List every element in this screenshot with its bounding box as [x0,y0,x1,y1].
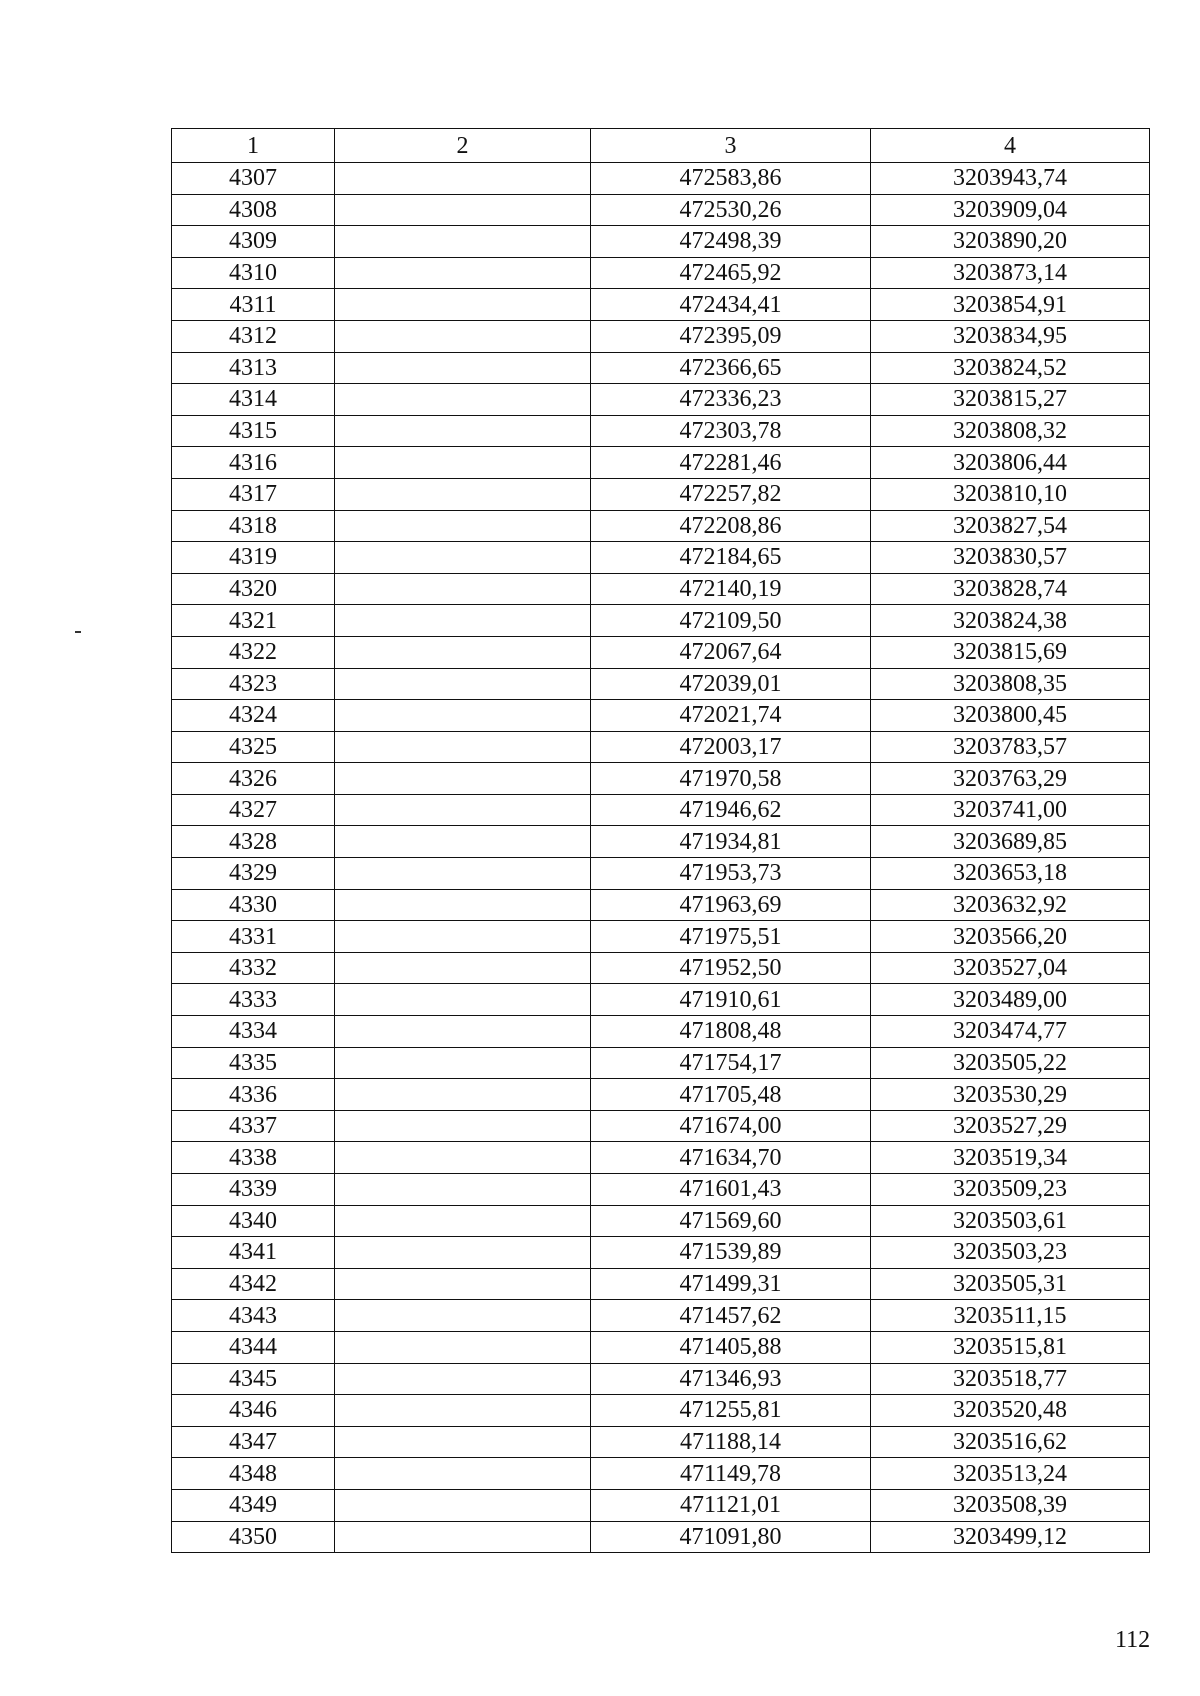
table-header [172,129,1150,163]
table-row [172,289,1150,321]
table-row [172,700,1150,732]
table-row [172,952,1150,984]
y-coordinate-cell: 3203511,15 [871,1300,1150,1332]
table-row [172,320,1150,352]
description-cell [335,510,591,542]
x-coordinate-cell: 471091,80 [591,1521,871,1553]
point-number-cell: 4325 [172,731,335,763]
x-coordinate-cell: 471149,78 [591,1458,871,1490]
y-coordinate-cell: 3203815,27 [871,384,1150,416]
y-coordinate-cell: 3203632,92 [871,889,1150,921]
table-row [172,1268,1150,1300]
description-cell [335,1489,591,1521]
description-cell [335,1079,591,1111]
description-cell [335,1237,591,1269]
x-coordinate-cell: 471705,48 [591,1079,871,1111]
y-coordinate-cell: 3203509,23 [871,1174,1150,1206]
point-number-cell: 4345 [172,1363,335,1395]
x-coordinate-cell: 471569,60 [591,1205,871,1237]
y-coordinate-cell: 3203653,18 [871,858,1150,890]
x-coordinate-cell: 471946,62 [591,794,871,826]
description-cell [335,1142,591,1174]
x-coordinate-cell: 471970,58 [591,763,871,795]
y-coordinate-cell: 3203527,04 [871,952,1150,984]
x-coordinate-cell: 471808,48 [591,1016,871,1048]
point-number-cell: 4337 [172,1110,335,1142]
table-row [172,984,1150,1016]
point-number-cell: 4314 [172,384,335,416]
description-cell [335,1300,591,1332]
y-coordinate-cell: 3203503,23 [871,1237,1150,1269]
x-coordinate-cell: 472366,65 [591,352,871,384]
table-row [172,257,1150,289]
point-number-cell: 4347 [172,1426,335,1458]
y-coordinate-cell: 3203800,45 [871,700,1150,732]
table-row [172,163,1150,195]
table-row [172,1395,1150,1427]
point-number-cell: 4328 [172,826,335,858]
table-row [172,668,1150,700]
x-coordinate-cell: 472303,78 [591,415,871,447]
y-coordinate-cell: 3203854,91 [871,289,1150,321]
x-coordinate-cell: 471963,69 [591,889,871,921]
description-cell [335,163,591,195]
table-row [172,1363,1150,1395]
description-cell [335,794,591,826]
x-coordinate-cell: 471601,43 [591,1174,871,1206]
x-coordinate-cell: 472003,17 [591,731,871,763]
y-coordinate-cell: 3203810,10 [871,478,1150,510]
point-number-cell: 4339 [172,1174,335,1206]
description-cell [335,447,591,479]
description-cell [335,984,591,1016]
table-row [172,1300,1150,1332]
point-number-cell: 4340 [172,1205,335,1237]
point-number-cell: 4327 [172,794,335,826]
y-coordinate-cell: 3203783,57 [871,731,1150,763]
y-coordinate-cell: 3203763,29 [871,763,1150,795]
description-cell [335,605,591,637]
x-coordinate-cell: 471754,17 [591,1047,871,1079]
description-cell [335,763,591,795]
description-cell [335,700,591,732]
point-number-cell: 4335 [172,1047,335,1079]
y-coordinate-cell: 3203741,00 [871,794,1150,826]
x-coordinate-cell: 472395,09 [591,320,871,352]
y-coordinate-cell: 3203815,69 [871,636,1150,668]
description-cell [335,858,591,890]
point-number-cell: 4315 [172,415,335,447]
y-coordinate-cell: 3203824,52 [871,352,1150,384]
x-coordinate-cell: 472498,39 [591,226,871,258]
table-row [172,415,1150,447]
x-coordinate-cell: 471934,81 [591,826,871,858]
table-body [172,163,1150,1553]
x-coordinate-cell: 471539,89 [591,1237,871,1269]
y-coordinate-cell: 3203508,39 [871,1489,1150,1521]
page-number: 112 [1115,1627,1151,1653]
x-coordinate-cell: 472434,41 [591,289,871,321]
point-number-cell: 4307 [172,163,335,195]
y-coordinate-cell: 3203513,24 [871,1458,1150,1490]
table-row [172,921,1150,953]
point-number-cell: 4343 [172,1300,335,1332]
description-cell [335,415,591,447]
table-row [172,1237,1150,1269]
y-coordinate-cell: 3203830,57 [871,542,1150,574]
table-row [172,1142,1150,1174]
description-cell [335,636,591,668]
point-number-cell: 4346 [172,1395,335,1427]
x-coordinate-cell: 471499,31 [591,1268,871,1300]
x-coordinate-cell: 472281,46 [591,447,871,479]
x-coordinate-cell: 471346,93 [591,1363,871,1395]
point-number-cell: 4329 [172,858,335,890]
scan-mark [75,631,81,633]
y-coordinate-cell: 3203519,34 [871,1142,1150,1174]
y-coordinate-cell: 3203530,29 [871,1079,1150,1111]
description-cell [335,1016,591,1048]
y-coordinate-cell: 3203503,61 [871,1205,1150,1237]
point-number-cell: 4320 [172,573,335,605]
y-coordinate-cell: 3203505,31 [871,1268,1150,1300]
y-coordinate-cell: 3203474,77 [871,1016,1150,1048]
point-number-cell: 4312 [172,320,335,352]
table-row [172,194,1150,226]
point-number-cell: 4344 [172,1331,335,1363]
table-row [172,1047,1150,1079]
description-cell [335,1047,591,1079]
point-number-cell: 4322 [172,636,335,668]
x-coordinate-cell: 471457,62 [591,1300,871,1332]
y-coordinate-cell: 3203890,20 [871,226,1150,258]
x-coordinate-cell: 471952,50 [591,952,871,984]
table-row [172,1521,1150,1553]
table-row [172,1174,1150,1206]
x-coordinate-cell: 471634,70 [591,1142,871,1174]
x-coordinate-cell: 471910,61 [591,984,871,1016]
y-coordinate-cell: 3203824,38 [871,605,1150,637]
y-coordinate-cell: 3203516,62 [871,1426,1150,1458]
description-cell [335,1174,591,1206]
point-number-cell: 4324 [172,700,335,732]
description-cell [335,826,591,858]
table-row [172,763,1150,795]
point-number-cell: 4331 [172,921,335,953]
y-coordinate-cell: 3203489,00 [871,984,1150,1016]
description-cell [335,289,591,321]
table-row [172,384,1150,416]
table-row [172,542,1150,574]
description-cell [335,226,591,258]
y-coordinate-cell: 3203520,48 [871,1395,1150,1427]
point-number-cell: 4316 [172,447,335,479]
table-row [172,1458,1150,1490]
description-cell [335,1331,591,1363]
point-number-cell: 4310 [172,257,335,289]
x-coordinate-cell: 471255,81 [591,1395,871,1427]
x-coordinate-cell: 471953,73 [591,858,871,890]
table-row [172,1079,1150,1111]
x-coordinate-cell: 471405,88 [591,1331,871,1363]
x-coordinate-cell: 472583,86 [591,163,871,195]
table-row [172,1016,1150,1048]
point-number-cell: 4318 [172,510,335,542]
point-number-cell: 4334 [172,1016,335,1048]
description-cell [335,1363,591,1395]
table-row [172,1205,1150,1237]
y-coordinate-cell: 3203909,04 [871,194,1150,226]
y-coordinate-cell: 3203518,77 [871,1363,1150,1395]
x-coordinate-cell: 471975,51 [591,921,871,953]
table-row [172,510,1150,542]
y-coordinate-cell: 3203499,12 [871,1521,1150,1553]
table-row [172,889,1150,921]
description-cell [335,1521,591,1553]
point-number-cell: 4349 [172,1489,335,1521]
point-number-cell: 4326 [172,763,335,795]
description-cell [335,1458,591,1490]
column-header-3: 3 [591,129,871,163]
description-cell [335,384,591,416]
x-coordinate-cell: 472184,65 [591,542,871,574]
table-row [172,226,1150,258]
y-coordinate-cell: 3203834,95 [871,320,1150,352]
point-number-cell: 4317 [172,478,335,510]
table-row [172,826,1150,858]
point-number-cell: 4341 [172,1237,335,1269]
description-cell [335,1110,591,1142]
table-row [172,478,1150,510]
description-cell [335,320,591,352]
description-cell [335,194,591,226]
point-number-cell: 4342 [172,1268,335,1300]
point-number-cell: 4348 [172,1458,335,1490]
y-coordinate-cell: 3203515,81 [871,1331,1150,1363]
table-row [172,447,1150,479]
x-coordinate-cell: 471121,01 [591,1489,871,1521]
y-coordinate-cell: 3203808,32 [871,415,1150,447]
description-cell [335,952,591,984]
x-coordinate-cell: 472021,74 [591,700,871,732]
point-number-cell: 4330 [172,889,335,921]
y-coordinate-cell: 3203828,74 [871,573,1150,605]
y-coordinate-cell: 3203827,54 [871,510,1150,542]
description-cell [335,668,591,700]
point-number-cell: 4323 [172,668,335,700]
description-cell [335,478,591,510]
description-cell [335,573,591,605]
description-cell [335,1426,591,1458]
description-cell [335,731,591,763]
table-row [172,352,1150,384]
header-row [172,129,1150,163]
x-coordinate-cell: 472465,92 [591,257,871,289]
point-number-cell: 4311 [172,289,335,321]
point-number-cell: 4338 [172,1142,335,1174]
table-row [172,1489,1150,1521]
point-number-cell: 4333 [172,984,335,1016]
description-cell [335,257,591,289]
table-row [172,1426,1150,1458]
description-cell [335,921,591,953]
table-row [172,605,1150,637]
column-header-4: 4 [871,129,1150,163]
y-coordinate-cell: 3203505,22 [871,1047,1150,1079]
point-number-cell: 4319 [172,542,335,574]
point-number-cell: 4313 [172,352,335,384]
point-number-cell: 4321 [172,605,335,637]
x-coordinate-cell: 472208,86 [591,510,871,542]
y-coordinate-cell: 3203806,44 [871,447,1150,479]
y-coordinate-cell: 3203943,74 [871,163,1150,195]
description-cell [335,1205,591,1237]
y-coordinate-cell: 3203527,29 [871,1110,1150,1142]
x-coordinate-cell: 471674,00 [591,1110,871,1142]
x-coordinate-cell: 472336,23 [591,384,871,416]
description-cell [335,1395,591,1427]
table-row [172,1331,1150,1363]
table-row [172,1110,1150,1142]
x-coordinate-cell: 472109,50 [591,605,871,637]
y-coordinate-cell: 3203689,85 [871,826,1150,858]
coordinates-table [171,128,1150,1553]
table-row [172,573,1150,605]
point-number-cell: 4332 [172,952,335,984]
table-row [172,636,1150,668]
table-row [172,731,1150,763]
point-number-cell: 4308 [172,194,335,226]
column-header-1: 1 [172,129,335,163]
y-coordinate-cell: 3203566,20 [871,921,1150,953]
point-number-cell: 4309 [172,226,335,258]
description-cell [335,352,591,384]
x-coordinate-cell: 472039,01 [591,668,871,700]
x-coordinate-cell: 471188,14 [591,1426,871,1458]
point-number-cell: 4350 [172,1521,335,1553]
description-cell [335,1268,591,1300]
point-number-cell: 4336 [172,1079,335,1111]
y-coordinate-cell: 3203873,14 [871,257,1150,289]
column-header-2: 2 [335,129,591,163]
description-cell [335,889,591,921]
x-coordinate-cell: 472530,26 [591,194,871,226]
x-coordinate-cell: 472140,19 [591,573,871,605]
x-coordinate-cell: 472067,64 [591,636,871,668]
description-cell [335,542,591,574]
table-row [172,794,1150,826]
table-row [172,858,1150,890]
x-coordinate-cell: 472257,82 [591,478,871,510]
y-coordinate-cell: 3203808,35 [871,668,1150,700]
